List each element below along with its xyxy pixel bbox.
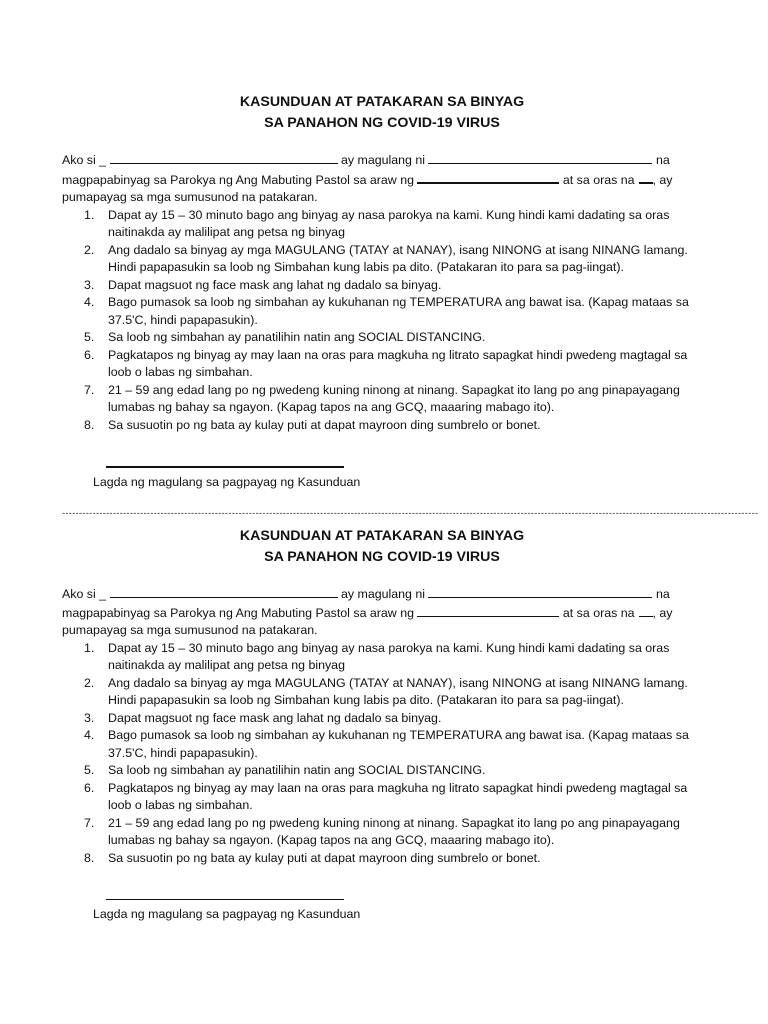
rule-item: 1. Dapat ay 15 – 30 minuto bago ang binyag ay nasa parokya na kami. Kung hindi kami dadating sa oras naitinakda ay malilipat ang petsa ng binyag [84, 207, 670, 239]
rule-item: 6. Pagkatapos ng binyag ay may laan na oras para magkuha ng litrato sapagkat hindi pwedeng magtagal sa loob o labas ng simbahan. [84, 780, 688, 812]
intro-paragraph [62, 585, 702, 640]
time-blank[interactable] [639, 170, 653, 184]
ay-label: , ay [652, 172, 673, 187]
rule-item: 1. Dapat ay 15 – 30 minuto bago ang binyag ay nasa parokya na kami. Kung hindi kami dadating sa oras naitinakda ay malilipat ang petsa ng binyag [84, 640, 670, 672]
ay-magulang-ni-label: ay magulang ni [340, 587, 426, 601]
child-name-blank[interactable] [428, 585, 652, 598]
date-blank[interactable] [417, 604, 559, 617]
form-title-line1: KASUNDUAN AT PATAKARAN SA BINYAG [239, 94, 525, 110]
signature-label: Lagda ng magulang sa pagpayag ng Kasunduan [93, 475, 361, 489]
rule-item: 6. Pagkatapos ng binyag ay may laan na oras para magkuha ng litrato sapagkat hindi pwedeng magtagal sa loob o labas ng simbahan. [84, 347, 688, 379]
at-sa-oras-na-label: at sa oras na [562, 605, 635, 620]
rule-item: 3. Dapat magsuot ng face mask ang lahat ng dadalo sa binyag. [84, 710, 442, 725]
cut-line-divider: ------------------------------------------------------------------------------------------------------------------------------------------------------------------------------------------------------------- [62, 508, 759, 518]
time-blank[interactable] [639, 604, 653, 617]
date-blank[interactable] [417, 170, 559, 184]
agreement-form-top [62, 92, 702, 492]
signature-line[interactable] [106, 899, 344, 900]
rule-item: 4. Bago pumasok sa loob ng simbahan ay kukuhanan ng TEMPERATURA ang bawat isa. (Kapag mataas sa 37.5'C, hindi papapasukin). [84, 728, 689, 760]
ako-si-label: Ako si _ [62, 587, 107, 601]
intro-line2-text: magpapabinyag sa Parokya ng Ang Mabuting Pastol sa araw ng [62, 605, 414, 620]
intro-line3: pumapayag sa mga sumusunod na patakaran. [62, 623, 318, 637]
rules-list [62, 207, 702, 435]
rule-item: 3. Dapat magsuot ng face mask ang lahat ng dadalo sa binyag. [84, 277, 442, 292]
form-title-line1: KASUNDUAN AT PATAKARAN SA BINYAG [239, 528, 525, 544]
rule-item: 8. Sa susuotin po ng bata ay kulay puti at dapat mayroon ding sumbrelo or bonet. [84, 850, 541, 865]
rule-item: 2. Ang dadalo sa binyag ay mga MAGULANG (TATAY at NANAY), isang NINONG at isang NINANG lamang. Hindi papapasukin sa loob ng Simbahan kung labis pa dito. (Patakaran ito para sa pag-iingat). [84, 242, 688, 274]
parent-name-blank[interactable] [110, 151, 338, 164]
rule-item: 5. Sa loob ng simbahan ay panatilihin natin ang SOCIAL DISTANCING. [84, 330, 486, 344]
parent-name-blank[interactable] [110, 585, 338, 598]
rule-item: 8. Sa susuotin po ng bata ay kulay puti at dapat mayroon ding sumbrelo or bonet. [84, 417, 541, 432]
intro-line2-text: magpapabinyag sa Parokya ng Ang Mabuting Pastol sa araw ng [62, 172, 414, 187]
na-label: na [655, 153, 670, 167]
ay-magulang-ni-label: ay magulang ni [340, 153, 426, 167]
rule-item: 7. 21 – 59 ang edad lang po ng pwedeng kuning ninong at ninang. Sapagkat ito lang po ang pinapayagang lumabas ng bahay sa ngayon. (Kapag tapos na ang GCQ, maaaring mabago ito). [84, 815, 680, 847]
na-label: na [655, 587, 670, 601]
rule-item: 5. Sa loob ng simbahan ay panatilihin natin ang SOCIAL DISTANCING. [84, 763, 486, 777]
rule-item: 7. 21 – 59 ang edad lang po ng pwedeng kuning ninong at ninang. Sapagkat ito lang po ang pinapayagang lumabas ng bahay sa ngayon. (Kapag tapos na ang GCQ, maaaring mabago ito). [84, 382, 680, 414]
form-title-line2: SA PANAHON NG COVID-19 VIRUS [264, 115, 500, 131]
signature-line[interactable] [106, 466, 344, 468]
agreement-form-bottom [62, 526, 702, 924]
at-sa-oras-na-label: at sa oras na [562, 172, 635, 187]
rules-list [62, 640, 702, 868]
rule-item: 2. Ang dadalo sa binyag ay mga MAGULANG (TATAY at NANAY), isang NINONG at isang NINANG lamang. Hindi papapasukin sa loob ng Simbahan kung labis pa dito. (Patakaran ito para sa pag-iingat). [84, 675, 688, 707]
form-title-line2: SA PANAHON NG COVID-19 VIRUS [264, 549, 500, 565]
ay-label: , ay [652, 605, 673, 620]
child-name-blank[interactable] [428, 151, 652, 164]
intro-line3: pumapayag sa mga sumusunod na patakaran. [62, 190, 318, 204]
intro-paragraph [62, 151, 702, 207]
signature-label: Lagda ng magulang sa pagpayag ng Kasunduan [93, 907, 361, 921]
ako-si-label: Ako si _ [62, 153, 107, 167]
rule-item: 4. Bago pumasok sa loob ng simbahan ay kukuhanan ng TEMPERATURA ang bawat isa. (Kapag mataas sa 37.5'C, hindi papapasukin). [84, 295, 689, 327]
